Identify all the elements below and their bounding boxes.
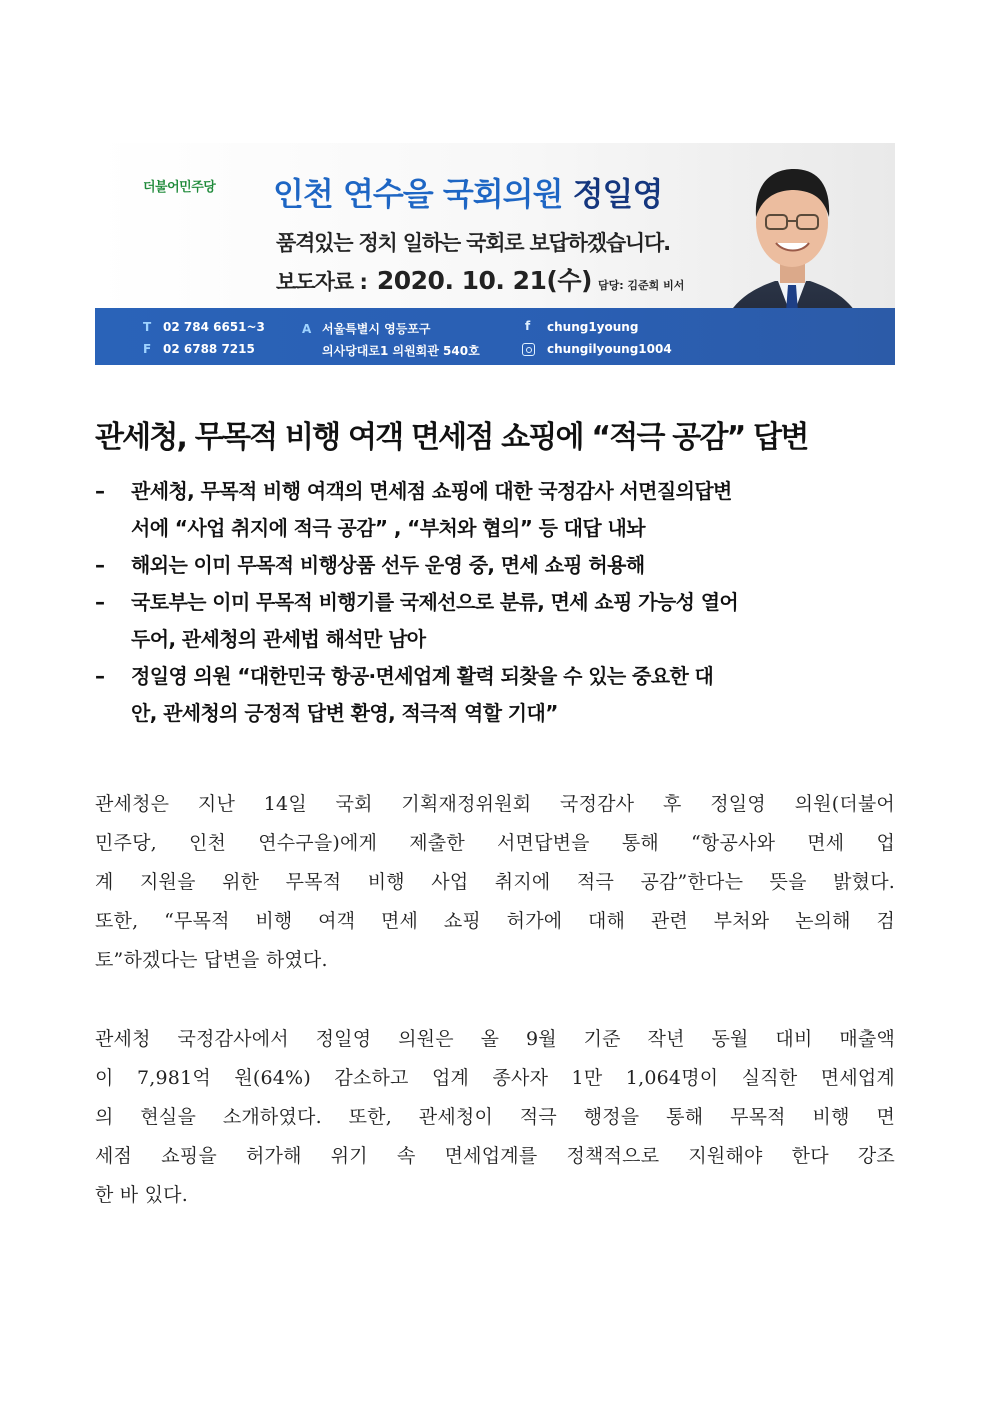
banner-slogan: 품격있는 정치 일하는 국회로 보답하겠습니다.: [276, 231, 670, 255]
body-line: 또한, “무목적 비행 여객 면세 쇼핑 허가에 대해 관련 부처와 논의해 검: [95, 910, 895, 932]
release-info: [276, 261, 684, 297]
body-line: 계 지원을 위한 무목적 비행 사업 취지에 적극 공감”한다는 뜻을 밝혔다.: [95, 871, 895, 893]
subpoint-line: 서에 “사업 취지에 적극 공감” , “부처와 협의” 등 대답 내놔: [131, 516, 645, 540]
subpoint-line: 정일영 의원 “대한민국 항공·면세업계 활력 되찾을 수 있는 중요한 대: [131, 664, 714, 688]
banner-title-name: 정일영: [572, 175, 663, 213]
instagram-icon: [522, 343, 535, 356]
facebook-icon: f: [525, 319, 531, 333]
subpoint-list: [95, 473, 895, 732]
press-release-banner: [95, 143, 895, 365]
subpoint-dash: –: [95, 664, 105, 688]
fax-line: F 02 6788 7215: [143, 342, 255, 356]
body-line: 민주당, 인천 연수구을)에게 제출한 서면답변을 통해 “항공사와 면세 업: [95, 832, 895, 854]
body-line: 토”하겠다는 답변을 하였다.: [95, 949, 328, 971]
subpoint-line: 두어, 관세청의 관세법 해석만 남아: [131, 627, 426, 651]
body-paragraph: [95, 1020, 895, 1215]
headline: 관세청, 무목적 비행 여객 면세점 쇼핑에 “적극 공감” 답변: [95, 420, 808, 455]
subpoint-line: 관세청, 무목적 비행 여객의 면세점 쇼핑에 대한 국정감사 서면질의답변: [131, 479, 732, 503]
subpoint-dash: –: [95, 479, 105, 503]
body-line: 관세청은 지난 14일 국회 기획재정위원회 국정감사 후 정일영 의원(더불어: [95, 793, 895, 815]
body-line: 세점 쇼핑을 허가해 위기 속 면세업계를 정책적으로 지원해야 한다 강조: [95, 1145, 895, 1167]
subpoint-item: [95, 473, 895, 547]
fax-number: 02 6788 7215: [163, 342, 255, 356]
subpoint-line: 해외는 이미 무목적 비행상품 선두 운영 중, 면세 쇼핑 허용해: [131, 553, 645, 577]
release-staff: 담당: 김준희 비서: [597, 279, 685, 292]
party-logo: 더불어민주당: [143, 180, 216, 195]
release-label: 보도자료 :: [276, 270, 367, 294]
release-date: 2020. 10. 21(수): [376, 266, 592, 295]
body-line: 관세청 국정감사에서 정일영 의원은 올 9월 기준 작년 동월 대비 매출액: [95, 1028, 895, 1050]
body-text: [95, 785, 895, 1255]
facebook-handle: chung1young: [547, 320, 639, 334]
subpoint-dash: –: [95, 590, 105, 614]
address-line-2: 의사당대로1 의원회관 540호: [322, 344, 480, 358]
body-line: 이 7,981억 원(64%) 감소하고 업계 종사자 1만 1,064명이 실직한 면세업계: [95, 1067, 895, 1089]
subpoint-line: 안, 관세청의 긍정적 답변 환영, 적극적 역할 기대”: [131, 701, 558, 725]
subpoint-item: [95, 658, 895, 732]
subpoint-item: [95, 547, 895, 584]
phone-number: 02 784 6651~3: [163, 320, 265, 334]
body-line: 한 바 있다.: [95, 1184, 188, 1206]
subpoint-item: [95, 584, 895, 658]
body-paragraph: [95, 785, 895, 980]
subpoint-line: 국토부는 이미 무목적 비행기를 국제선으로 분류, 면세 쇼핑 가능성 열어: [131, 590, 739, 614]
phone-line: T 02 784 6651~3: [143, 320, 265, 334]
banner-title: [273, 169, 662, 215]
banner-title-prefix: 인천 연수을 국회의원: [273, 175, 573, 213]
address-line-1: A 서울특별시 영등포구: [302, 322, 431, 336]
instagram-handle: chungilyoung1004: [547, 342, 672, 356]
contact-bar: [95, 308, 895, 365]
body-line: 의 현실을 소개하였다. 또한, 관세청이 적극 행정을 통해 무목적 비행 면: [95, 1106, 895, 1128]
subpoint-dash: –: [95, 553, 105, 577]
